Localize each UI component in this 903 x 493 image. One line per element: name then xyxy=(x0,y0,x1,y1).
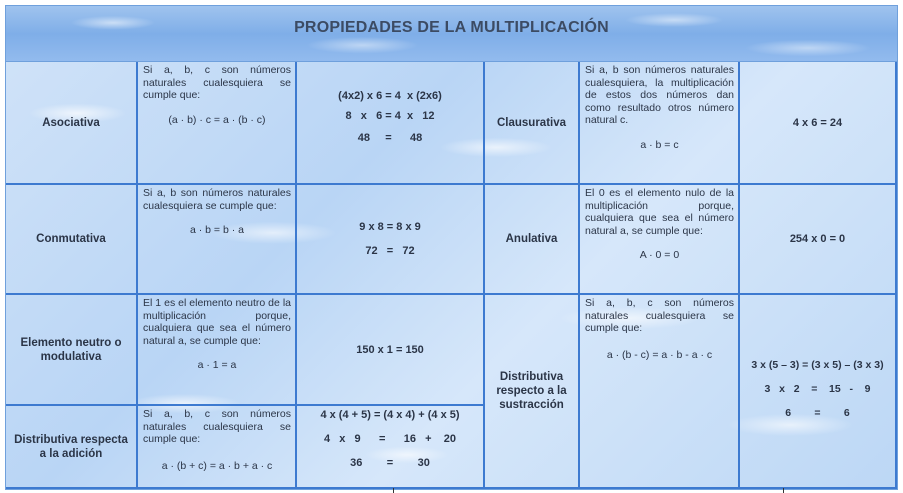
formula-text: a · b = b · a xyxy=(190,224,244,236)
desc-text: Si a, b, c son números naturales cualesquiera se cumple que: xyxy=(143,408,291,445)
desc-elemento-neutro xyxy=(138,295,297,406)
label-text: Distributiva respecta a la adición xyxy=(14,433,128,460)
ruler-tick xyxy=(783,488,784,493)
ruler-tick xyxy=(393,488,394,493)
example-line: 254 x 0 = 0 xyxy=(789,233,846,245)
label-clausurativa xyxy=(485,62,580,185)
formula-text: a · (b + c) = a · b + a · c xyxy=(161,459,273,472)
desc-distributiva-adicion xyxy=(138,406,297,489)
example-asociativa xyxy=(297,62,485,185)
example-line: (4x2) x 6 = 4 x (2x6) xyxy=(338,90,442,102)
label-anulativa xyxy=(485,185,580,295)
example-line: 8 x 6 = 4 x 12 xyxy=(345,110,435,122)
label-text: Clausurativa xyxy=(496,116,567,129)
label-text: Distributiva respecto a la sustracción xyxy=(496,371,567,411)
label-conmutativa xyxy=(6,185,138,295)
formula-text: a · b = c xyxy=(640,138,679,151)
example-line: 4 x (4 + 5) = (4 x 4) + (4 x 5) xyxy=(320,409,460,421)
formula-text: A · 0 = 0 xyxy=(639,249,680,261)
example-line: 6 = 6 xyxy=(785,407,850,419)
example-line: 48 = 48 xyxy=(357,132,423,144)
formula-text: a · (b - c) = a · b - a · c xyxy=(606,348,713,361)
label-distributiva-adicion xyxy=(6,406,138,489)
properties-table xyxy=(5,61,898,490)
desc-asociativa xyxy=(138,62,297,185)
desc-clausurativa xyxy=(580,62,740,185)
example-line: 3 x (5 – 3) = (3 x 5) – (3 x 3) xyxy=(751,359,884,371)
page-title: PROPIEDADES DE LA MULTIPLICACIÓN xyxy=(294,19,609,36)
desc-text: Si a, b, c son números naturales cualesquiera se cumple que: xyxy=(143,64,291,101)
desc-conmutativa xyxy=(138,185,297,295)
desc-text: Si a, b, c son números naturales cualesquiera se cumple que: xyxy=(585,297,734,334)
example-distributiva-adicion xyxy=(297,406,485,489)
example-line: 72 = 72 xyxy=(365,245,415,257)
example-anulativa xyxy=(740,185,897,295)
example-line: 3 x 2 = 15 - 9 xyxy=(764,383,871,395)
label-asociativa xyxy=(6,62,138,185)
label-elemento-neutro xyxy=(6,295,138,406)
title-banner xyxy=(5,5,898,63)
label-text: Anulativa xyxy=(505,233,558,245)
desc-text: El 1 es el elemento neutro de la multiplicación porque, cualquiera que sea el número natural a, se cumple que: xyxy=(143,297,291,347)
example-line: 36 = 30 xyxy=(350,457,430,469)
desc-text: Si a, b son números naturales cualesquiera se cumple que: xyxy=(143,187,291,212)
label-text: Conmutativa xyxy=(36,233,106,245)
label-text: Elemento neutro o modulativa xyxy=(20,336,122,363)
example-clausurativa xyxy=(740,62,897,185)
label-distributiva-sustraccion xyxy=(485,295,580,489)
example-conmutativa xyxy=(297,185,485,295)
desc-text: Si a, b son números naturales cualesquiera, la multiplicación de estos dos números dan como resultado otros número natural c. xyxy=(585,64,734,126)
example-line: 9 x 8 = 8 x 9 xyxy=(359,221,421,233)
example-line: 150 x 1 = 150 xyxy=(356,343,424,356)
formula-text: (a · b) · c = a · (b · c) xyxy=(168,113,266,126)
formula-text: a · 1 = a xyxy=(197,359,237,371)
desc-anulativa xyxy=(580,185,740,295)
example-distributiva-sustraccion xyxy=(740,295,897,489)
example-line: 4 x 9 = 16 + 20 xyxy=(323,433,457,445)
desc-text: El 0 es el elemento nulo de la multiplicación porque, cualquiera que sea el número natural a, se cumple que: xyxy=(585,187,734,237)
desc-distributiva-sustraccion xyxy=(580,295,740,489)
example-line: 4 x 6 = 24 xyxy=(792,116,843,129)
label-text: Asociativa xyxy=(42,116,100,129)
example-elemento-neutro xyxy=(297,295,485,406)
